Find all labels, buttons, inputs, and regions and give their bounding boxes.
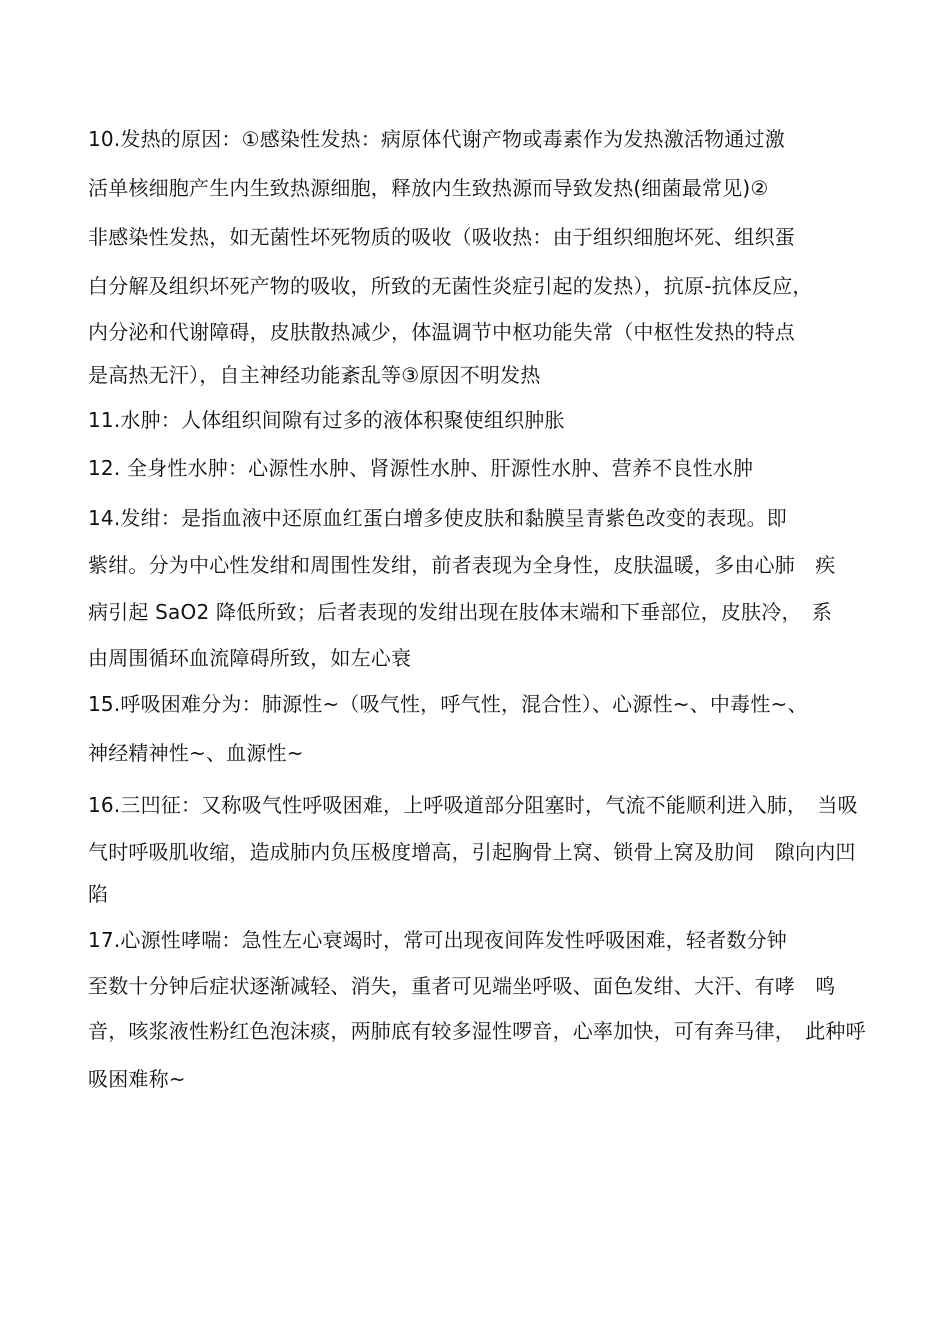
text-line: 神经精神性~、血源性~ bbox=[88, 741, 304, 765]
text-line: 10.发热的原因：①感染性发热：病原体代谢产物或毒素作为发热激活物通过激 bbox=[88, 127, 785, 151]
text-line: 由周围循环血流障碍所致，如左心衰 bbox=[88, 646, 412, 670]
text-line: 11.水肿：人体组织间隙有过多的液体积聚使组织肿胀 bbox=[88, 408, 565, 432]
text-line: 14.发绀：是指血液中还原血红蛋白增多使皮肤和黏膜呈青紫色改变的表现。即 bbox=[88, 506, 788, 530]
text-line: 紫绀。分为中心性发绀和周围性发绀，前者表现为全身性，皮肤温暖，多由心肺 疾 bbox=[88, 553, 836, 577]
text-line: 至数十分钟后症状逐渐减轻、消失，重者可见端坐呼吸、面色发绀、大汗、有哮 鸣 bbox=[88, 974, 836, 998]
text-line: 是高热无汗），自主神经功能紊乱等③原因不明发热 bbox=[88, 363, 541, 387]
text-line: 非感染性发热，如无菌性坏死物质的吸收（吸收热：由于组织细胞坏死、组织蛋 bbox=[88, 225, 795, 249]
text-line: 内分泌和代谢障碍，皮肤散热减少，体温调节中枢功能失常（中枢性发热的特点 bbox=[88, 320, 795, 344]
text-line: 音，咳浆液性粉红色泡沫痰，两肺底有较多湿性啰音，心率加快，可有奔马律， 此种呼 bbox=[88, 1019, 866, 1043]
text-line: 吸困难称~ bbox=[88, 1067, 186, 1091]
text-line: 12. 全身性水肿：心源性水肿、肾源性水肿、肝源性水肿、营养不良性水肿 bbox=[88, 456, 754, 480]
text-line: 17.心源性哮喘：急性左心衰竭时，常可出现夜间阵发性呼吸困难，轻者数分钟 bbox=[88, 928, 788, 952]
text-line: 活单核细胞产生内生致热源细胞，释放内生致热源而导致发热(细菌最常见)② bbox=[88, 176, 769, 200]
text-line: 15.呼吸困难分为：肺源性~（吸气性，呼气性，混合性）、心源性~、中毒性~、 bbox=[88, 692, 808, 716]
text-line: 陷 bbox=[88, 882, 109, 906]
text-line: 16.三凹征：又称吸气性呼吸困难，上呼吸道部分阻塞时，气流不能顺利进入肺， 当吸 bbox=[88, 793, 858, 817]
text-line: 白分解及组织坏死产物的吸收，所致的无菌性炎症引起的发热），抗原-抗体反应， bbox=[88, 274, 813, 298]
text-line: 病引起 SaO2 降低所致；后者表现的发绀出现在肢体末端和下垂部位，皮肤冷， 系 bbox=[88, 600, 833, 624]
text-line: 气时呼吸肌收缩，造成肺内负压极度增高，引起胸骨上窝、锁骨上窝及肋间 隙向内凹 bbox=[88, 840, 856, 864]
